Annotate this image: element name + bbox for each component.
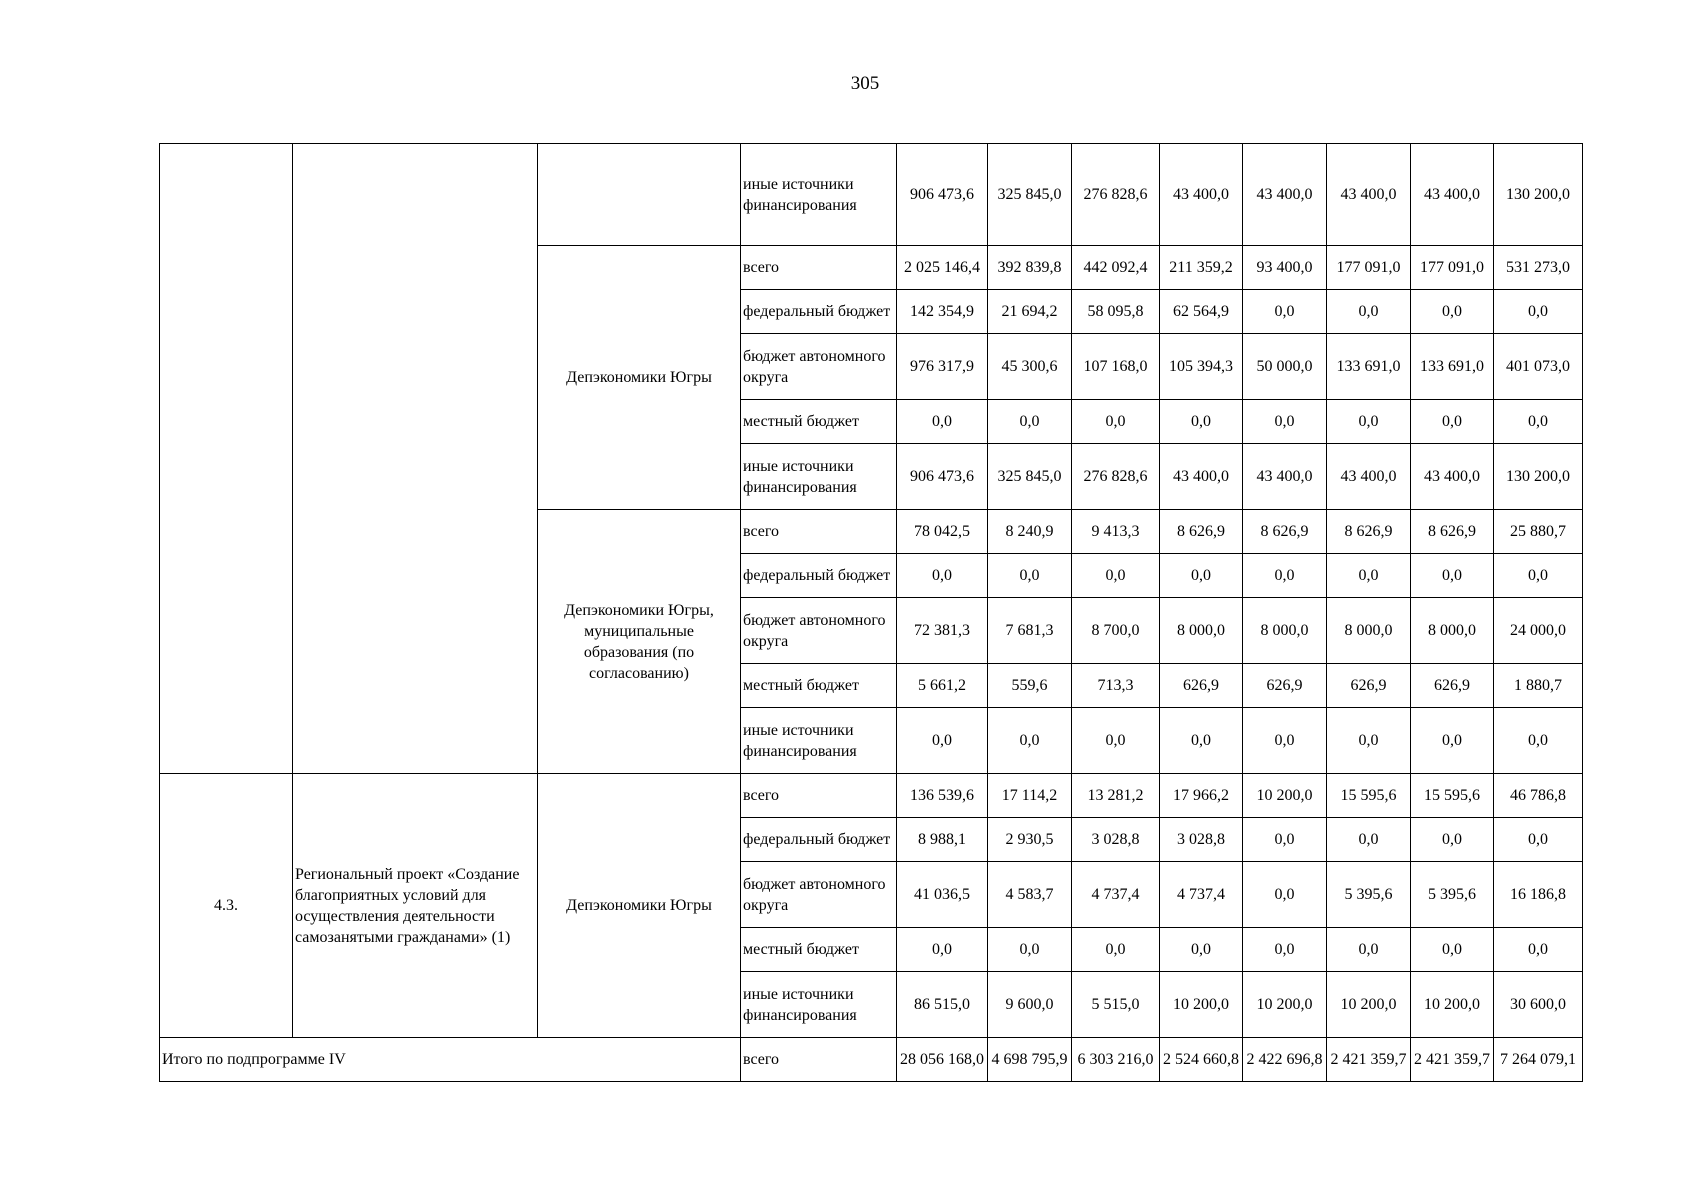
value-cell: 2 025 146,4 <box>897 246 988 290</box>
source-label: федеральный бюджет <box>741 554 897 598</box>
value-cell: 0,0 <box>1327 928 1411 972</box>
value-cell: 30 600,0 <box>1494 972 1583 1038</box>
value-cell: 0,0 <box>1160 928 1243 972</box>
value-cell: 43 400,0 <box>1243 144 1327 246</box>
value-cell: 8 626,9 <box>1243 510 1327 554</box>
value-cell: 0,0 <box>1327 554 1411 598</box>
project-name: Региональный проект «Создание благоприятных условий для осуществления деятельности самозанятыми гражданами» (1) <box>293 774 538 1038</box>
value-cell: 177 091,0 <box>1411 246 1494 290</box>
source-label: иные источники финансирования <box>741 144 897 246</box>
value-cell: 43 400,0 <box>1160 444 1243 510</box>
value-cell: 325 845,0 <box>988 144 1072 246</box>
value-cell: 8 000,0 <box>1243 598 1327 664</box>
value-cell: 5 515,0 <box>1072 972 1160 1038</box>
value-cell: 130 200,0 <box>1494 144 1583 246</box>
value-cell: 0,0 <box>1327 290 1411 334</box>
value-cell: 46 786,8 <box>1494 774 1583 818</box>
value-cell: 276 828,6 <box>1072 444 1160 510</box>
value-cell: 10 200,0 <box>1243 972 1327 1038</box>
value-cell: 43 400,0 <box>1411 144 1494 246</box>
value-cell: 0,0 <box>1411 928 1494 972</box>
value-cell: 0,0 <box>1411 554 1494 598</box>
value-cell: 24 000,0 <box>1494 598 1583 664</box>
value-cell: 43 400,0 <box>1411 444 1494 510</box>
total-value-cell: 7 264 079,1 <box>1494 1038 1583 1082</box>
value-cell: 0,0 <box>897 400 988 444</box>
value-cell: 177 091,0 <box>1327 246 1411 290</box>
source-label: местный бюджет <box>741 664 897 708</box>
value-cell: 0,0 <box>1494 400 1583 444</box>
value-cell: 8 988,1 <box>897 818 988 862</box>
value-cell: 906 473,6 <box>897 444 988 510</box>
value-cell: 133 691,0 <box>1327 334 1411 400</box>
source-label: всего <box>741 246 897 290</box>
total-value-cell: 2 422 696,8 <box>1243 1038 1327 1082</box>
value-cell: 0,0 <box>988 554 1072 598</box>
value-cell: 8 000,0 <box>1160 598 1243 664</box>
value-cell: 626,9 <box>1327 664 1411 708</box>
number-cell-empty <box>160 144 293 774</box>
total-row <box>160 1038 1583 1082</box>
value-cell: 21 694,2 <box>988 290 1072 334</box>
value-cell: 0,0 <box>1072 928 1160 972</box>
value-cell: 17 114,2 <box>988 774 1072 818</box>
value-cell: 93 400,0 <box>1243 246 1327 290</box>
value-cell: 0,0 <box>1243 818 1327 862</box>
value-cell: 41 036,5 <box>897 862 988 928</box>
value-cell: 3 028,8 <box>1160 818 1243 862</box>
value-cell: 10 200,0 <box>1243 774 1327 818</box>
value-cell: 0,0 <box>1411 708 1494 774</box>
value-cell: 9 600,0 <box>988 972 1072 1038</box>
value-cell: 142 354,9 <box>897 290 988 334</box>
value-cell: 0,0 <box>1411 818 1494 862</box>
source-label: иные источники финансирования <box>741 708 897 774</box>
source-label: местный бюджет <box>741 400 897 444</box>
value-cell: 0,0 <box>1160 400 1243 444</box>
value-cell: 0,0 <box>1243 400 1327 444</box>
value-cell: 5 395,6 <box>1411 862 1494 928</box>
value-cell: 0,0 <box>1072 554 1160 598</box>
executor-cell: Депэкономики Югры, муниципальные образования (по согласованию) <box>538 510 741 774</box>
source-label: федеральный бюджет <box>741 290 897 334</box>
value-cell: 0,0 <box>988 708 1072 774</box>
value-cell: 0,0 <box>1494 290 1583 334</box>
value-cell: 1 880,7 <box>1494 664 1583 708</box>
value-cell: 8 626,9 <box>1327 510 1411 554</box>
value-cell: 626,9 <box>1411 664 1494 708</box>
value-cell: 5 661,2 <box>897 664 988 708</box>
value-cell: 13 281,2 <box>1072 774 1160 818</box>
value-cell: 531 273,0 <box>1494 246 1583 290</box>
value-cell: 10 200,0 <box>1411 972 1494 1038</box>
value-cell: 16 186,8 <box>1494 862 1583 928</box>
value-cell: 0,0 <box>1243 928 1327 972</box>
value-cell: 559,6 <box>988 664 1072 708</box>
value-cell: 0,0 <box>1494 928 1583 972</box>
value-cell: 0,0 <box>1072 708 1160 774</box>
source-label: местный бюджет <box>741 928 897 972</box>
name-cell-empty <box>293 144 538 774</box>
value-cell: 43 400,0 <box>1243 444 1327 510</box>
value-cell: 0,0 <box>897 554 988 598</box>
executor-cell: Депэкономики Югры <box>538 246 741 510</box>
value-cell: 136 539,6 <box>897 774 988 818</box>
source-label: бюджет автономного округа <box>741 334 897 400</box>
table-row <box>160 774 1583 818</box>
value-cell: 62 564,9 <box>1160 290 1243 334</box>
value-cell: 325 845,0 <box>988 444 1072 510</box>
value-cell: 626,9 <box>1243 664 1327 708</box>
value-cell: 8 240,9 <box>988 510 1072 554</box>
value-cell: 0,0 <box>1494 708 1583 774</box>
source-label: всего <box>741 510 897 554</box>
total-value-cell: 2 421 359,7 <box>1411 1038 1494 1082</box>
value-cell: 0,0 <box>1327 400 1411 444</box>
value-cell: 0,0 <box>1072 400 1160 444</box>
value-cell: 17 966,2 <box>1160 774 1243 818</box>
value-cell: 0,0 <box>1411 290 1494 334</box>
value-cell: 0,0 <box>1243 290 1327 334</box>
source-label: иные источники финансирования <box>741 444 897 510</box>
value-cell: 4 583,7 <box>988 862 1072 928</box>
value-cell: 4 737,4 <box>1160 862 1243 928</box>
value-cell: 5 395,6 <box>1327 862 1411 928</box>
value-cell: 86 515,0 <box>897 972 988 1038</box>
source-label: бюджет автономного округа <box>741 598 897 664</box>
value-cell: 8 626,9 <box>1160 510 1243 554</box>
value-cell: 392 839,8 <box>988 246 1072 290</box>
value-cell: 4 737,4 <box>1072 862 1160 928</box>
value-cell: 78 042,5 <box>897 510 988 554</box>
total-value-cell: 4 698 795,9 <box>988 1038 1072 1082</box>
value-cell: 976 317,9 <box>897 334 988 400</box>
value-cell: 7 681,3 <box>988 598 1072 664</box>
value-cell: 626,9 <box>1160 664 1243 708</box>
value-cell: 43 400,0 <box>1327 144 1411 246</box>
table-row <box>160 144 1583 246</box>
budget-table <box>159 143 1583 1082</box>
value-cell: 442 092,4 <box>1072 246 1160 290</box>
value-cell: 105 394,3 <box>1160 334 1243 400</box>
value-cell: 713,3 <box>1072 664 1160 708</box>
value-cell: 15 595,6 <box>1327 774 1411 818</box>
value-cell: 0,0 <box>988 928 1072 972</box>
value-cell: 0,0 <box>1494 818 1583 862</box>
value-cell: 0,0 <box>1411 400 1494 444</box>
value-cell: 43 400,0 <box>1327 444 1411 510</box>
value-cell: 8 000,0 <box>1411 598 1494 664</box>
executor-cell-empty <box>538 144 741 246</box>
value-cell: 72 381,3 <box>897 598 988 664</box>
value-cell: 0,0 <box>1160 554 1243 598</box>
value-cell: 276 828,6 <box>1072 144 1160 246</box>
value-cell: 9 413,3 <box>1072 510 1160 554</box>
source-label: бюджет автономного округа <box>741 862 897 928</box>
value-cell: 107 168,0 <box>1072 334 1160 400</box>
page-number: 305 <box>850 73 880 94</box>
value-cell: 0,0 <box>1327 818 1411 862</box>
value-cell: 0,0 <box>897 928 988 972</box>
value-cell: 0,0 <box>1160 708 1243 774</box>
value-cell: 0,0 <box>897 708 988 774</box>
value-cell: 0,0 <box>1243 554 1327 598</box>
total-value-cell: 6 303 216,0 <box>1072 1038 1160 1082</box>
value-cell: 0,0 <box>1327 708 1411 774</box>
source-label: федеральный бюджет <box>741 818 897 862</box>
total-label: Итого по подпрограмме IV <box>160 1038 741 1082</box>
value-cell: 130 200,0 <box>1494 444 1583 510</box>
source-label: всего <box>741 1038 897 1082</box>
value-cell: 0,0 <box>1243 862 1327 928</box>
item-number: 4.3. <box>160 774 293 1038</box>
value-cell: 401 073,0 <box>1494 334 1583 400</box>
value-cell: 45 300,6 <box>988 334 1072 400</box>
value-cell: 0,0 <box>1243 708 1327 774</box>
value-cell: 906 473,6 <box>897 144 988 246</box>
total-value-cell: 2 524 660,8 <box>1160 1038 1243 1082</box>
total-value-cell: 28 056 168,0 <box>897 1038 988 1082</box>
value-cell: 8 626,9 <box>1411 510 1494 554</box>
total-value-cell: 2 421 359,7 <box>1327 1038 1411 1082</box>
value-cell: 133 691,0 <box>1411 334 1494 400</box>
value-cell: 15 595,6 <box>1411 774 1494 818</box>
value-cell: 25 880,7 <box>1494 510 1583 554</box>
value-cell: 58 095,8 <box>1072 290 1160 334</box>
value-cell: 8 000,0 <box>1327 598 1411 664</box>
value-cell: 211 359,2 <box>1160 246 1243 290</box>
value-cell: 0,0 <box>988 400 1072 444</box>
executor-cell: Депэкономики Югры <box>538 774 741 1038</box>
source-label: иные источники финансирования <box>741 972 897 1038</box>
value-cell: 43 400,0 <box>1160 144 1243 246</box>
value-cell: 0,0 <box>1494 554 1583 598</box>
source-label: всего <box>741 774 897 818</box>
value-cell: 10 200,0 <box>1327 972 1411 1038</box>
value-cell: 10 200,0 <box>1160 972 1243 1038</box>
value-cell: 8 700,0 <box>1072 598 1160 664</box>
value-cell: 3 028,8 <box>1072 818 1160 862</box>
value-cell: 2 930,5 <box>988 818 1072 862</box>
value-cell: 50 000,0 <box>1243 334 1327 400</box>
